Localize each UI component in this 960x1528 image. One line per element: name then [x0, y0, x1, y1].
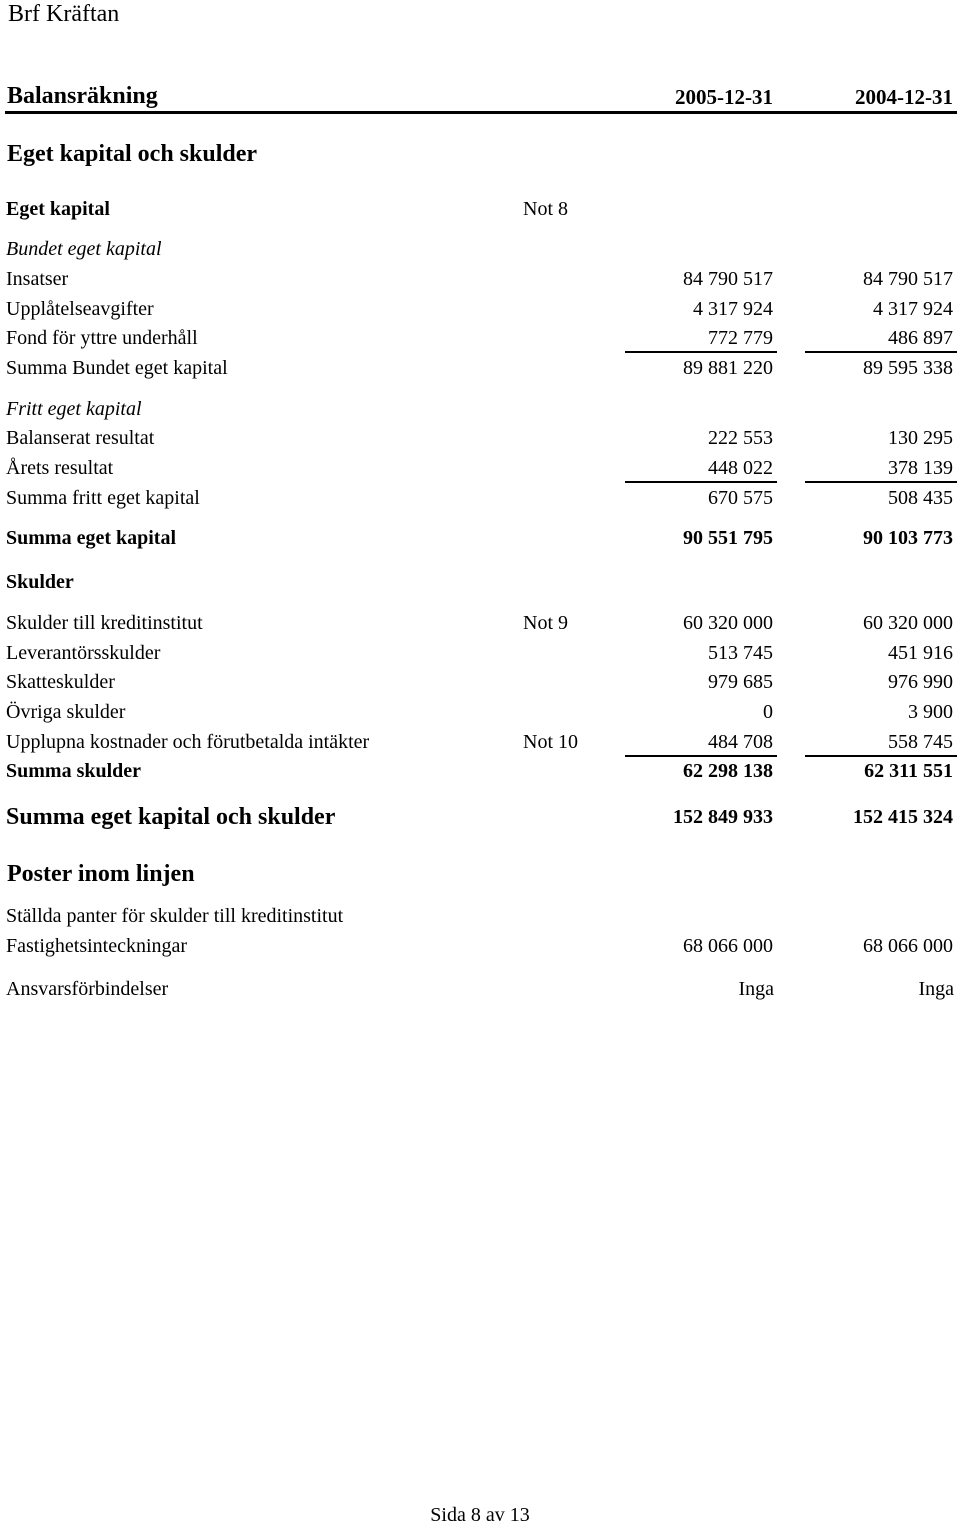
row-value-2004: 68 066 000 [863, 935, 953, 957]
table-row-fastighetsinteckningar [0, 933, 960, 959]
row-label: Skulder [6, 571, 74, 593]
column-header-2005: 2005-12-31 [675, 85, 773, 109]
row-value-2004: 90 103 773 [863, 527, 953, 549]
subtotal-rule [625, 481, 777, 483]
table-row-leverantorsskulder [0, 640, 960, 666]
row-label: Ansvarsförbindelser [6, 978, 169, 1000]
row-value-2005: 222 553 [708, 427, 773, 449]
table-row-summa-eget-kapital [0, 525, 960, 551]
page-title: Balansräkning [7, 83, 158, 109]
row-value-2004: 62 311 551 [864, 760, 953, 782]
row-value-2005: 484 708 [708, 731, 773, 753]
table-row-ansvarsforbindelser [0, 976, 960, 1002]
row-label: Fond för yttre underhåll [6, 327, 198, 349]
row-label: Fritt eget kapital [6, 398, 142, 420]
subtotal-rule [625, 755, 777, 757]
row-label: Fastighetsinteckningar [6, 935, 188, 957]
row-value-2005: 89 881 220 [683, 357, 773, 379]
table-row-upplatelseavgifter [0, 296, 960, 322]
row-note: Not 8 [523, 198, 568, 220]
table-row-insatser [0, 266, 960, 292]
row-value-2005: Inga [738, 978, 774, 1000]
balance-sheet-header [0, 81, 960, 111]
row-value-2005: 772 779 [708, 327, 773, 349]
row-value-2004: 508 435 [888, 487, 953, 509]
row-note: Not 10 [523, 731, 578, 753]
table-row-skulder-kreditinstitut [0, 610, 960, 636]
row-label: Balanserat resultat [6, 427, 155, 449]
row-value-2004: 152 415 324 [853, 806, 953, 828]
row-note: Not 9 [523, 612, 568, 634]
table-row-arets-resultat [0, 455, 960, 481]
row-value-2004: Inga [918, 978, 954, 1000]
row-value-2004: 451 916 [888, 642, 953, 664]
subtotal-rule [625, 351, 777, 353]
table-row-ovriga-skulder [0, 699, 960, 725]
row-label: Upplåtelseavgifter [6, 298, 154, 320]
row-value-2004: 976 990 [888, 671, 953, 693]
table-row-bundet-eget-kapital [0, 236, 960, 262]
subtotal-rule [805, 481, 957, 483]
row-value-2005: 4 317 924 [693, 298, 773, 320]
row-value-2005: 60 320 000 [683, 612, 773, 634]
row-value-2005: 68 066 000 [683, 935, 773, 957]
row-label: Ställda panter för skulder till kreditinstitut [6, 905, 344, 927]
table-row-skatteskulder [0, 669, 960, 695]
row-value-2004: 60 320 000 [863, 612, 953, 634]
row-label: Upplupna kostnader och förutbetalda intäkter [6, 731, 370, 753]
row-value-2004: 4 317 924 [873, 298, 953, 320]
table-row-stallda-panter [0, 903, 960, 929]
row-label: Summa Bundet eget kapital [6, 357, 228, 379]
row-value-2004: 130 295 [888, 427, 953, 449]
table-row-balanserat-resultat [0, 425, 960, 451]
row-value-2005: 90 551 795 [683, 527, 773, 549]
table-row-summa-bundet [0, 355, 960, 381]
table-row-summa-fritt [0, 485, 960, 511]
row-label: Eget kapital [6, 198, 110, 220]
table-row-fritt-eget-kapital [0, 396, 960, 422]
row-value-2004: 558 745 [888, 731, 953, 753]
row-value-2005: 979 685 [708, 671, 773, 693]
section-title: Eget kapital och skulder [7, 141, 258, 167]
row-value-2004: 378 139 [888, 457, 953, 479]
subtotal-rule [805, 351, 957, 353]
row-label: Leverantörsskulder [6, 642, 161, 664]
column-header-2004: 2004-12-31 [855, 85, 953, 109]
row-value-2005: 0 [763, 701, 773, 723]
table-row-skulder-heading [0, 569, 960, 595]
row-label: Insatser [6, 268, 69, 290]
organization-name: Brf Kräftan [8, 1, 120, 27]
row-label: Summa fritt eget kapital [6, 487, 200, 509]
header-rule [5, 111, 957, 114]
subtotal-rule [805, 755, 957, 757]
row-value-2004: 3 900 [908, 701, 953, 723]
row-label: Skatteskulder [6, 671, 115, 693]
row-value-2005: 152 849 933 [673, 806, 773, 828]
row-value-2005: 62 298 138 [683, 760, 773, 782]
table-row-eget-kapital [0, 196, 960, 222]
row-label: Summa skulder [6, 760, 142, 782]
table-row-poster-inom-linjen [0, 859, 960, 889]
row-value-2004: 84 790 517 [863, 268, 953, 290]
page-number: Sida 8 av 13 [430, 1504, 530, 1526]
row-label: Poster inom linjen [7, 861, 195, 887]
table-row-upplupna-kostnader [0, 729, 960, 755]
row-value-2004: 486 897 [888, 327, 953, 349]
row-label: Övriga skulder [6, 701, 126, 723]
table-row-summa-skulder [0, 758, 960, 784]
row-label: Skulder till kreditinstitut [6, 612, 203, 634]
table-row-fond-yttre-underhall [0, 325, 960, 351]
row-value-2005: 448 022 [708, 457, 773, 479]
row-label: Årets resultat [6, 457, 114, 479]
row-value-2004: 89 595 338 [863, 357, 953, 379]
row-value-2005: 670 575 [708, 487, 773, 509]
row-value-2005: 513 745 [708, 642, 773, 664]
row-label: Summa eget kapital [6, 527, 176, 549]
table-row-summa-total [0, 802, 960, 832]
row-label: Summa eget kapital och skulder [6, 804, 336, 830]
row-label: Bundet eget kapital [6, 238, 162, 260]
row-value-2005: 84 790 517 [683, 268, 773, 290]
